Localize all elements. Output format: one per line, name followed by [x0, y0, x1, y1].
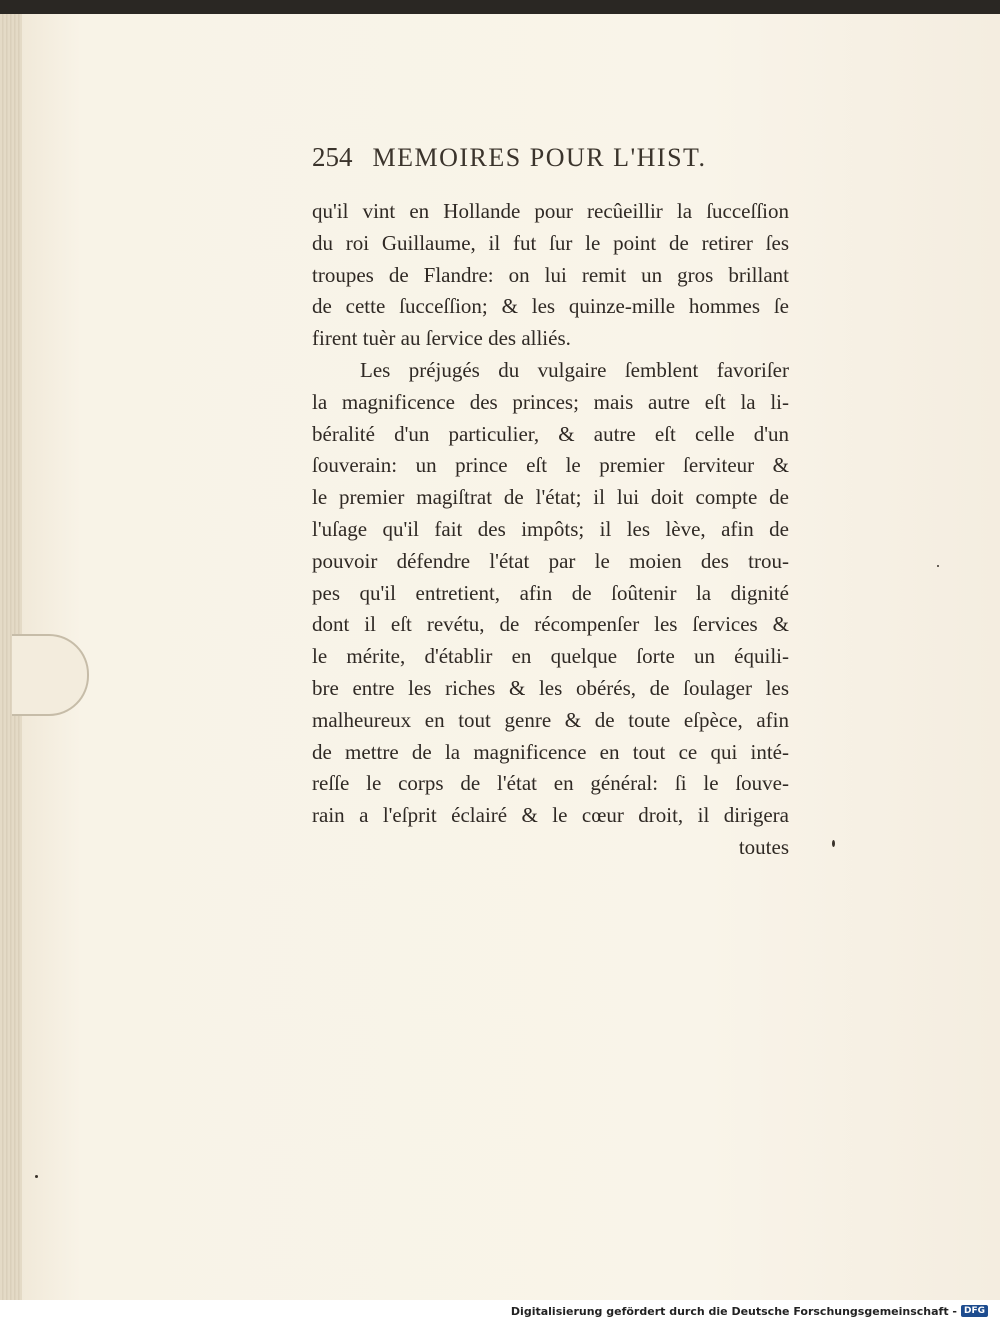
text-line: malheureux en tout genre & de toute eſpèce, afin	[312, 707, 789, 732]
text-line: Les préjugés du vulgaire ſemblent favoriſer	[360, 357, 789, 382]
text-line: le mérite, d'établir en quelque ſorte un équili-	[312, 644, 789, 669]
text-line: le premier magiſtrat de l'état; il lui doit compte de	[312, 485, 789, 510]
text-line: du roi Guillaume, il fut ſur le point de retirer ſes	[312, 230, 789, 255]
text-line: béralité d'un particulier, & autre eſt celle d'un	[312, 421, 789, 446]
body-text	[312, 196, 789, 864]
scan-top-edge	[0, 0, 1000, 14]
text-line: pes qu'il entretient, afin de ſoûtenir la dignité	[312, 580, 789, 605]
text-line: rain a l'eſprit éclairé & le cœur droit, il dirigera	[312, 803, 789, 828]
page-number: 254	[312, 142, 353, 172]
running-title: MEMOIRES POUR L'HIST.	[372, 143, 707, 172]
ink-speck	[35, 1175, 38, 1178]
running-header	[312, 142, 792, 182]
text-line: qu'il vint en Hollande pour recûeillir la ſucceſſion	[312, 199, 789, 223]
text-line: de mettre de la magnificence en tout ce qui inté-	[312, 739, 789, 764]
page-tab-marker	[12, 634, 89, 716]
catchword: toutes	[738, 834, 789, 859]
footer-credit: Digitalisierung gefördert durch die Deutsche Forschungsgemeinschaft -	[510, 1304, 957, 1318]
text-line: pouvoir défendre l'état par le moien des trou-	[312, 548, 789, 573]
ink-speck	[937, 565, 939, 567]
ink-speck	[832, 840, 835, 847]
footer-bar	[0, 1300, 1000, 1322]
text-line: la magnificence des princes; mais autre eſt la li-	[312, 389, 789, 414]
dfg-logo: DFG	[961, 1305, 988, 1317]
text-line: ſouverain: un prince eſt le premier ſerviteur &	[312, 453, 789, 478]
text-line: de cette ſucceſſion; & les quinze-mille hommes ſe	[312, 294, 789, 319]
text-line: reſſe le corps de l'état en général: ſi le ſouve-	[312, 771, 789, 796]
text-line: troupes de Flandre: on lui remit un gros brillant	[312, 262, 789, 287]
text-line: l'uſage qu'il fait des impôts; il les lève, afin de	[312, 516, 789, 541]
text-line: dont il eſt revétu, de récompenſer les ſervices &	[312, 612, 789, 637]
text-line: firent tuèr au ſervice des alliés.	[312, 326, 571, 351]
text-line: bre entre les riches & les obérés, de ſoulager les	[312, 675, 789, 700]
